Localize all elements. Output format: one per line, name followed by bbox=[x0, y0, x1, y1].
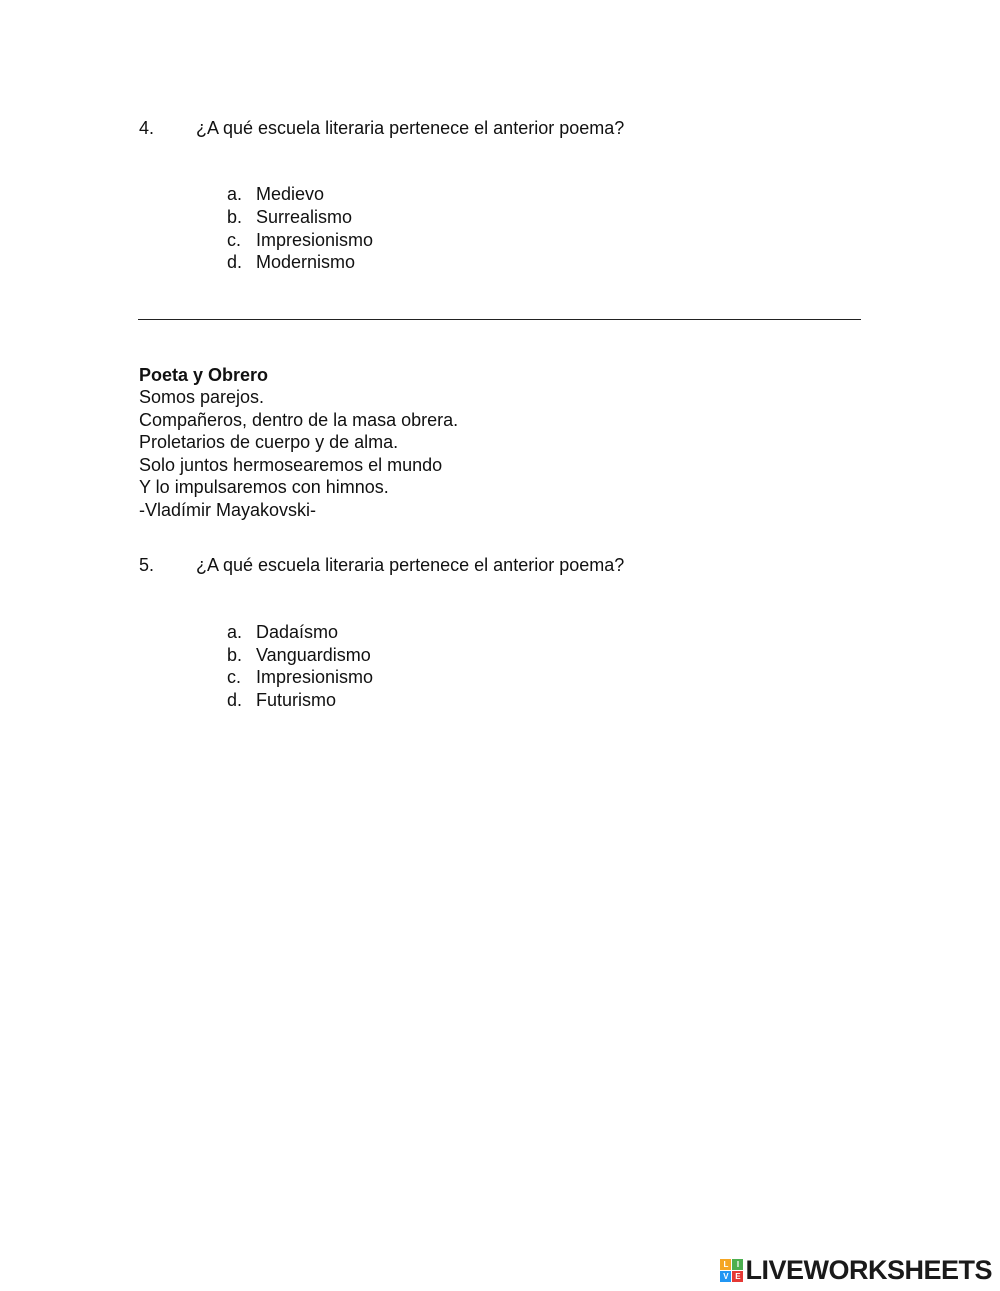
logo-text: LIVEWORKSHEETS bbox=[745, 1254, 992, 1285]
question-5-option-b-letter: b. bbox=[227, 645, 243, 665]
question-5-option-a-letter: a. bbox=[227, 622, 243, 642]
question-5-option-d-letter: d. bbox=[227, 690, 243, 710]
question-4-option-c-letter: c. bbox=[227, 230, 242, 250]
poem-line: Proletarios de cuerpo y de alma. bbox=[139, 432, 399, 452]
question-4-number: 4. bbox=[139, 118, 155, 138]
liveworksheets-logo bbox=[720, 1255, 992, 1285]
section-divider bbox=[138, 319, 861, 320]
question-5-option-b[interactable]: Vanguardismo bbox=[256, 645, 371, 665]
question-4-text: ¿A qué escuela literaria pertenece el anterior poema? bbox=[196, 118, 625, 138]
question-4-option-d-letter: d. bbox=[227, 252, 243, 272]
poem-line: Compañeros, dentro de la masa obrera. bbox=[139, 410, 459, 430]
logo-block: I bbox=[732, 1259, 743, 1270]
poem-author: -Vladímir Mayakovski- bbox=[139, 500, 317, 520]
logo-blocks-icon bbox=[720, 1259, 743, 1282]
question-4-option-b-letter: b. bbox=[227, 207, 243, 227]
question-4-option-a[interactable]: Medievo bbox=[256, 184, 325, 204]
question-5-text: ¿A qué escuela literaria pertenece el anterior poema? bbox=[196, 555, 625, 575]
poem-line: Solo juntos hermosearemos el mundo bbox=[139, 455, 443, 475]
question-5-number: 5. bbox=[139, 555, 155, 575]
question-5-option-c[interactable]: Impresionismo bbox=[256, 667, 374, 687]
question-4-option-b[interactable]: Surrealismo bbox=[256, 207, 353, 227]
poem-line: Y lo impulsaremos con himnos. bbox=[139, 477, 389, 497]
question-5-option-a[interactable]: Dadaísmo bbox=[256, 622, 339, 642]
question-4-option-c[interactable]: Impresionismo bbox=[256, 230, 374, 250]
question-5-option-c-letter: c. bbox=[227, 667, 242, 687]
logo-block: E bbox=[732, 1271, 743, 1282]
logo-block: V bbox=[720, 1271, 731, 1282]
logo-block: L bbox=[720, 1259, 731, 1270]
poem-line: Somos parejos. bbox=[139, 387, 265, 407]
poem-title: Poeta y Obrero bbox=[139, 365, 269, 385]
question-5-option-d[interactable]: Futurismo bbox=[256, 690, 337, 710]
question-4-option-a-letter: a. bbox=[227, 184, 243, 204]
question-4-option-d[interactable]: Modernismo bbox=[256, 252, 356, 272]
